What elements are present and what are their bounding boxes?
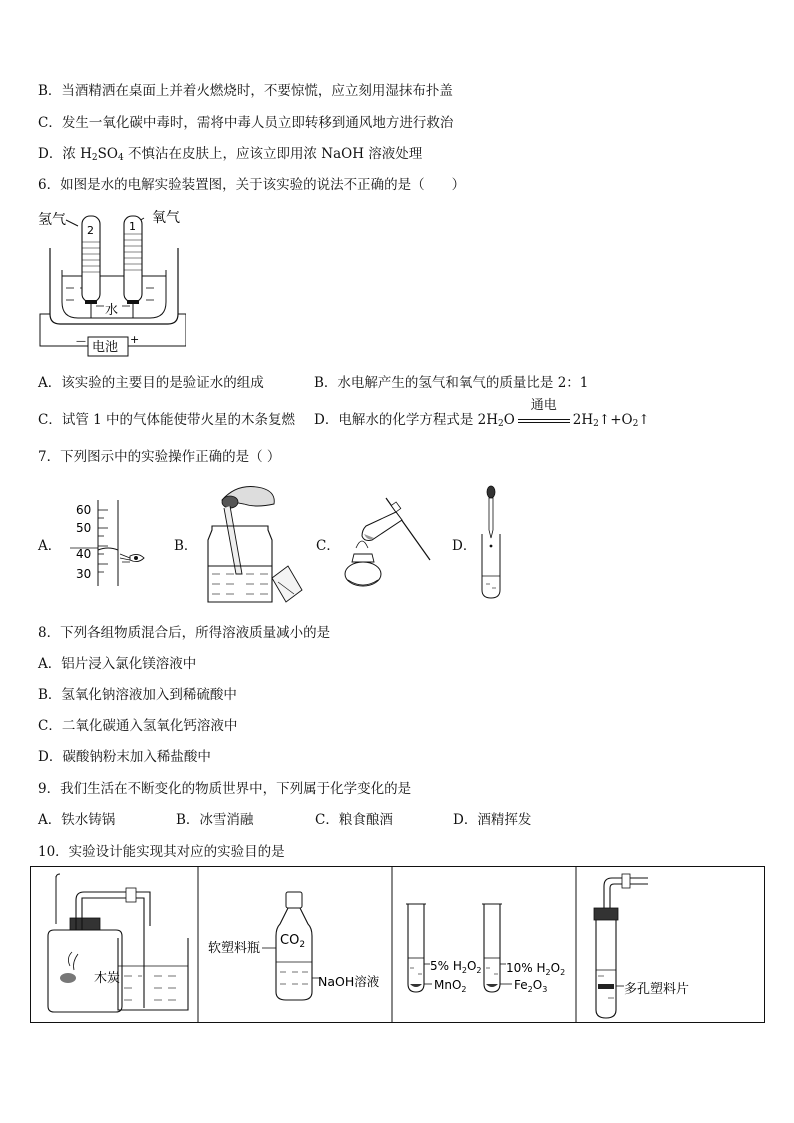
tube-2-number: 2 (87, 224, 94, 237)
test-tube-large (596, 920, 616, 1018)
dropper-bulb (487, 486, 495, 498)
stopcock (622, 874, 630, 888)
cell1-charcoal-apparatus (48, 874, 188, 1012)
q8-option-b: B．氢氧化钠溶液加入到稀硫酸中 (38, 687, 237, 703)
oxygen-label: 氧气 (152, 210, 180, 226)
fe2o3-label: $Fe_2O_3$ (514, 978, 548, 994)
reaction-condition (516, 398, 572, 429)
h2o2-5pct-label: 5% $H_2O_2$ (430, 959, 482, 975)
tick-50: 50 (76, 521, 92, 535)
q8-option-c: C．二氧化碳通入氢氧化钙溶液中 (38, 718, 238, 734)
q6-stem: 6．如图是水的电解实验装置图，关于该实验的说法不正确的是（ ） (38, 177, 466, 193)
cell3-h2o2-comparison (406, 904, 565, 994)
condition-text: 通电 (530, 398, 557, 413)
tube-1-number: 1 (129, 220, 136, 233)
q6-d-text: O (503, 412, 515, 428)
charcoal-label: 木炭 (94, 971, 121, 986)
q6-d-sub: 2 (632, 419, 639, 429)
q6-option-b: B．水电解产生的氢气和氧气的质量比是 2：1 (314, 375, 589, 391)
test-tube-fe2o3 (484, 904, 500, 992)
q6-option-c: C．试管 1 中的气体能使带火星的木条复燃 (38, 412, 296, 428)
test-tube-upright (482, 534, 500, 598)
porous-plate (598, 984, 614, 989)
test-tube-mno2 (408, 904, 424, 992)
q6-option-a: A．该实验的主要目的是验证水的组成 (38, 375, 264, 391)
cell2-soft-bottle (208, 892, 380, 1000)
soft-plastic-bottle (276, 908, 312, 1000)
bottle-cap (286, 892, 302, 908)
q6-d-text: ↑+O (598, 412, 633, 428)
bottle-stopper (272, 566, 302, 602)
q5-d-sub: 4 (117, 153, 124, 163)
naoh-label: NaOH溶液 (318, 974, 380, 989)
battery-minus: — (76, 336, 86, 347)
alcohol-lamp (345, 562, 381, 586)
q5-d-text: SO (97, 146, 118, 162)
equals-sign (518, 419, 570, 423)
q6-d-sub: 2 (593, 419, 599, 429)
q5-option-b: B．当酒精洒在桌面上并着火燃烧时，不要惊慌，应立刻用湿抹布扑盖 (38, 83, 453, 99)
table-border (31, 867, 765, 1023)
q7-option-d-label: D． (452, 538, 477, 554)
q9-option-b: B．冰雪消融 (176, 812, 254, 828)
q10-figure-table (30, 866, 765, 1024)
dropper-figure (476, 484, 506, 600)
q6-d-text: D．电解水的化学方程式是 2H (314, 412, 498, 428)
mno2-label: MnO$_2$ (434, 978, 467, 994)
q9-stem: 9．我们生活在不断变化的物质世界中，下列属于化学变化的是 (38, 781, 412, 797)
clamp (126, 888, 136, 902)
battery-label: 电池 (92, 340, 119, 355)
soft-bottle-label: 软塑料瓶 (208, 941, 261, 956)
q5-d-text: D．浓 H (38, 146, 92, 162)
q7-stem: 7．下列图示中的实验操作正确的是（ ） (38, 449, 281, 465)
q5-d-text: 不慎沾在皮肤上，应该立即用浓 NaOH 溶液处理 (123, 146, 423, 162)
electrode-right (127, 300, 139, 304)
q5-option-d (38, 145, 422, 167)
tick-40: 40 (76, 547, 92, 561)
reagent-bottle-tilted (224, 506, 242, 574)
heating-test-tube-figure (336, 490, 436, 596)
q7-option-a-label: A． (38, 538, 62, 554)
q9-option-c: C．粮食酿酒 (315, 812, 393, 828)
electrolysis-apparatus-figure (36, 206, 186, 362)
q8-option-a: A．铝片浸入氯化镁溶液中 (38, 656, 197, 672)
q6-option-d (314, 398, 650, 433)
q7-option-b-label: B． (174, 538, 198, 554)
q9-option-d: D．酒精挥发 (453, 812, 532, 828)
rubber-stopper (594, 908, 618, 920)
h2o2-10pct-label: 10% $H_2O_2$ (506, 961, 566, 977)
q6-d-text: ↑ (638, 412, 650, 428)
q10-stem: 10．实验设计能实现其对应的实验目的是 (38, 844, 285, 860)
electrode-left (85, 300, 97, 304)
q8-stem: 8．下列各组物质混合后，所得溶液质量减小的是 (38, 625, 331, 641)
porous-plate-label: 多孔塑料片 (624, 982, 690, 997)
tick-30: 30 (76, 567, 92, 581)
pouring-liquid-figure (196, 478, 306, 606)
flame-icon (356, 541, 368, 548)
q9-option-a: A．铁水铸锅 (38, 812, 116, 828)
q8-option-d: D．碳酸钠粉末加入稀盐酸中 (38, 749, 211, 765)
water-label: 水 (105, 303, 119, 318)
q6-d-text: 2H (572, 412, 594, 428)
graduated-cylinder-figure (70, 498, 150, 588)
battery-plus: + (130, 333, 140, 346)
co2-label: $CO_2$ (280, 933, 306, 950)
hydrogen-label: 氢气 (38, 212, 66, 228)
q5-d-sub: 2 (91, 153, 98, 163)
q5-option-c: C．发生一氧化碳中毒时，需将中毒人员立即转移到通风地方进行救治 (38, 115, 454, 131)
tick-60: 60 (76, 503, 92, 517)
q7-option-c-label: C． (316, 538, 340, 554)
beaker (118, 938, 188, 1010)
hydrogen-leader-line (66, 220, 78, 226)
cell4-gas-generator (594, 874, 689, 1018)
q6-d-sub: 2 (497, 419, 504, 429)
